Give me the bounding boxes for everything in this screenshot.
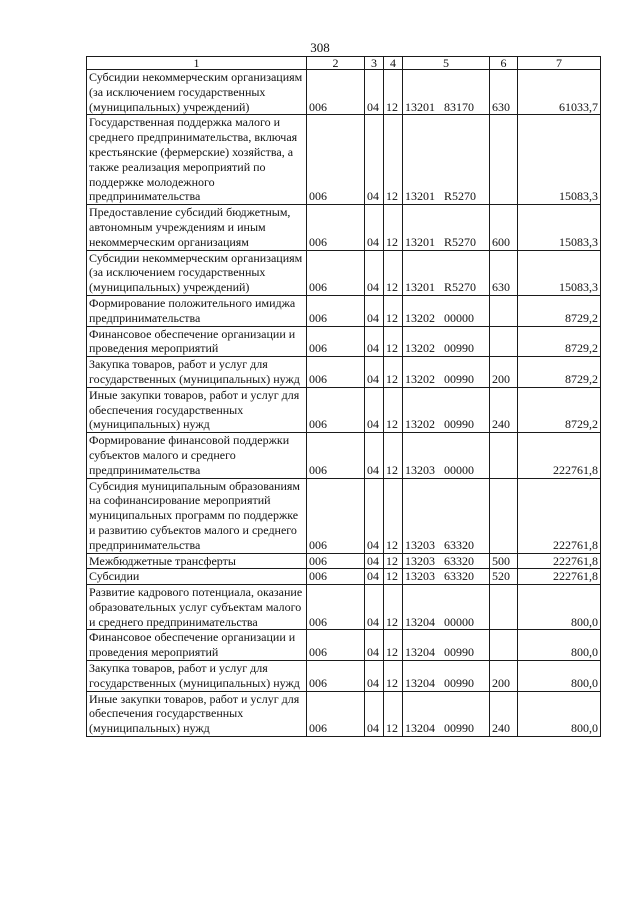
expense-type-code [490,295,518,326]
section-code: 04 [365,357,384,388]
target-article: 13202 00000 [403,295,490,326]
amount: 8729,2 [518,387,601,432]
amount: 222761,8 [518,478,601,553]
section-code: 04 [365,205,384,250]
table-row [87,115,601,205]
row-name: Межбюджетные трансферты [87,553,307,569]
amount: 800,0 [518,691,601,736]
subsection-code: 12 [384,433,403,478]
subsection-code: 12 [384,205,403,250]
target-article: 13202 00990 [403,387,490,432]
expense-type-code [490,115,518,205]
amount: 8729,2 [518,295,601,326]
ministry-code: 006 [307,585,365,630]
target-article: 13204 00000 [403,585,490,630]
row-name: Финансовое обеспечение организации и проведения мероприятий [87,326,307,357]
expense-type-code: 500 [490,553,518,569]
row-name: Иные закупки товаров, работ и услуг для обеспечения государственных (муниципальных) нужд [87,691,307,736]
table-row [87,553,601,569]
subsection-code: 12 [384,326,403,357]
ministry-code: 006 [307,630,365,661]
expense-type-code: 200 [490,661,518,692]
table-row [87,357,601,388]
section-code: 04 [365,585,384,630]
row-name: Субсидии некоммерческим организациям (за исключением государственных (муниципальных) учреждений) [87,250,307,295]
ministry-code: 006 [307,326,365,357]
column-header: 3 [365,57,384,70]
expense-type-code: 600 [490,205,518,250]
target-article: 13203 63320 [403,478,490,553]
row-name: Субсидия муниципальным образованиям на софинансирование мероприятий муниципальных программ по поддержке и развитию субъектов малого и среднего предпринимательства [87,478,307,553]
section-code: 04 [365,326,384,357]
ministry-code: 006 [307,553,365,569]
section-code: 04 [365,630,384,661]
table-row [87,630,601,661]
subsection-code: 12 [384,630,403,661]
header-row [87,57,601,70]
expense-type-code: 630 [490,250,518,295]
amount: 61033,7 [518,70,601,115]
section-code: 04 [365,553,384,569]
target-article: 13203 63320 [403,553,490,569]
section-code: 04 [365,691,384,736]
subsection-code: 12 [384,661,403,692]
expense-type-code: 520 [490,569,518,585]
ministry-code: 006 [307,115,365,205]
subsection-code: 12 [384,585,403,630]
target-article: 13204 00990 [403,630,490,661]
row-name: Субсидии некоммерческим организациям (за исключением государственных (муниципальных) учреждений) [87,70,307,115]
amount: 222761,8 [518,433,601,478]
ministry-code: 006 [307,387,365,432]
section-code: 04 [365,295,384,326]
ministry-code: 006 [307,70,365,115]
target-article: 13203 00000 [403,433,490,478]
table-row [87,691,601,736]
amount: 800,0 [518,630,601,661]
expense-type-code [490,585,518,630]
row-name: Государственная поддержка малого и среднего предпринимательства, включая крестьянские (фермерские) хозяйства, а также реализация мероприятий по поддержке молодежного предпринимательства [87,115,307,205]
row-name: Закупка товаров, работ и услуг для государственных (муниципальных) нужд [87,661,307,692]
section-code: 04 [365,478,384,553]
subsection-code: 12 [384,553,403,569]
subsection-code: 12 [384,250,403,295]
ministry-code: 006 [307,250,365,295]
section-code: 04 [365,569,384,585]
table-row [87,569,601,585]
subsection-code: 12 [384,357,403,388]
amount: 15083,3 [518,250,601,295]
column-header: 1 [87,57,307,70]
row-name: Развитие кадрового потенциала, оказание образовательных услуг субъектам малого и среднего предпринимательства [87,585,307,630]
ministry-code: 006 [307,569,365,585]
table-row [87,661,601,692]
section-code: 04 [365,433,384,478]
amount: 800,0 [518,661,601,692]
table-row [87,433,601,478]
subsection-code: 12 [384,569,403,585]
table-row [87,478,601,553]
table-row [87,295,601,326]
expense-type-code [490,478,518,553]
ministry-code: 006 [307,205,365,250]
amount: 800,0 [518,585,601,630]
ministry-code: 006 [307,691,365,736]
row-name: Формирование положительного имиджа предпринимательства [87,295,307,326]
column-header: 2 [307,57,365,70]
target-article: 13203 63320 [403,569,490,585]
section-code: 04 [365,115,384,205]
section-code: 04 [365,250,384,295]
table-row [87,585,601,630]
expense-type-code [490,326,518,357]
expense-type-code: 200 [490,357,518,388]
amount: 15083,3 [518,115,601,205]
amount: 222761,8 [518,569,601,585]
row-name: Иные закупки товаров, работ и услуг для обеспечения государственных (муниципальных) нужд [87,387,307,432]
subsection-code: 12 [384,70,403,115]
target-article: 13201 R5270 [403,205,490,250]
ministry-code: 006 [307,478,365,553]
expense-type-code: 240 [490,691,518,736]
ministry-code: 006 [307,433,365,478]
expense-type-code [490,630,518,661]
expense-type-code [490,433,518,478]
amount: 222761,8 [518,553,601,569]
ministry-code: 006 [307,661,365,692]
subsection-code: 12 [384,478,403,553]
row-name: Закупка товаров, работ и услуг для государственных (муниципальных) нужд [87,357,307,388]
expense-type-code: 240 [490,387,518,432]
row-name: Субсидии [87,569,307,585]
expense-type-code: 630 [490,70,518,115]
row-name: Формирование финансовой поддержки субъектов малого и среднего предпринимательства [87,433,307,478]
section-code: 04 [365,387,384,432]
target-article: 13204 00990 [403,691,490,736]
table-row [87,250,601,295]
target-article: 13201 R5270 [403,250,490,295]
ministry-code: 006 [307,357,365,388]
column-header: 5 [403,57,490,70]
page-number: 308 [310,40,330,55]
table-row [87,205,601,250]
table-row [87,387,601,432]
table-row [87,70,601,115]
row-name: Предоставление субсидий бюджетным, автономным учреждениям и иным некоммерческим организациям [87,205,307,250]
budget-table [86,56,601,737]
column-header: 6 [490,57,518,70]
amount: 15083,3 [518,205,601,250]
subsection-code: 12 [384,387,403,432]
ministry-code: 006 [307,295,365,326]
table-row [87,326,601,357]
column-header: 4 [384,57,403,70]
section-code: 04 [365,661,384,692]
target-article: 13201 R5270 [403,115,490,205]
subsection-code: 12 [384,295,403,326]
subsection-code: 12 [384,691,403,736]
target-article: 13202 00990 [403,326,490,357]
target-article: 13202 00990 [403,357,490,388]
target-article: 13204 00990 [403,661,490,692]
row-name: Финансовое обеспечение организации и проведения мероприятий [87,630,307,661]
subsection-code: 12 [384,115,403,205]
target-article: 13201 83170 [403,70,490,115]
amount: 8729,2 [518,326,601,357]
section-code: 04 [365,70,384,115]
amount: 8729,2 [518,357,601,388]
column-header: 7 [518,57,601,70]
table-body [87,70,601,737]
